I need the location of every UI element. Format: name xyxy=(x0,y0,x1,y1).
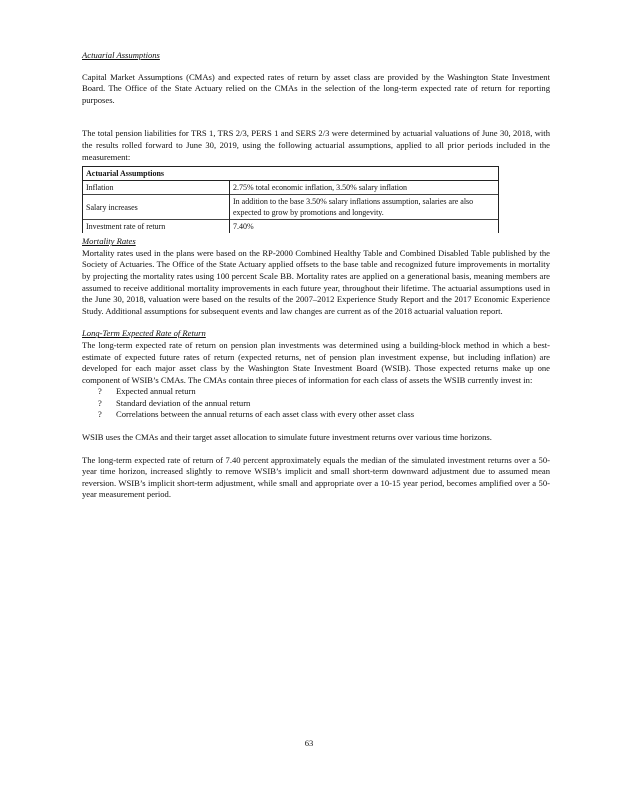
table-header: Actuarial Assumptions xyxy=(83,167,499,181)
actuarial-assumptions-heading: Actuarial Assumptions xyxy=(82,50,160,60)
mortality-paragraph: Mortality rates used in the plans were based on the RP-2000 Combined Healthy Table and Combined Disabled Table published by the Society of Actuaries. The Office of the State Actuary applied offsets to the base table and recognized future improvements in mortality by projecting the mortality rates using 100 percent Scale BB. Mortality rates are applied on a generational basis, meaning members are assumed to receive additional mortality improvements in each future year, throughout their lifetime. The actuarial assumptions used in the June 30, 2018, valuation were based on the results of the 2007–2012 Experience Study Report and the 2017 Economic Experience Study. Additional assumptions for subsequent events and law changes are current as of the 2018 actuarial valuation report. xyxy=(82,247,550,316)
building-block-paragraph: The long-term expected rate of return on pension plan investments was determined using a building-block method in which a best-estimate of expected future rates of return (expected returns, net of pension plan investment expense, but including inflation) are developed for each major asset class by the Washington State Investment Board (WSIB). Those expected returns make up one component of WSIB’s CMAs. The CMAs contain three pieces of information for each class of assets the WSIB currently invest in: xyxy=(82,339,550,385)
mortality-rates-heading: Mortality Rates xyxy=(82,236,136,247)
page-number: 63 xyxy=(304,738,314,748)
bullet-text: Standard deviation of the annual return xyxy=(116,397,251,408)
row-value-inflation: 2.75% total economic inflation, 3.50% salary inflation xyxy=(230,181,499,195)
row-label-investment: Investment rate of return xyxy=(83,220,230,234)
bullet-marker: ? xyxy=(98,397,102,408)
row-label-inflation: Inflation xyxy=(83,181,230,195)
long-term-return-heading: Long-Term Expected Rate of Return xyxy=(82,328,206,339)
list-item xyxy=(98,409,550,421)
row-value-salary: In addition to the base 3.50% salary inflations assumption, salaries are also expected to grow by promotions and longevity. xyxy=(230,195,499,220)
actuarial-assumptions-table xyxy=(82,166,499,233)
bullet-marker: ? xyxy=(98,386,102,397)
bullet-marker: ? xyxy=(98,409,102,420)
row-label-salary: Salary increases xyxy=(83,195,230,220)
pension-liabilities-paragraph: The total pension liabilities for TRS 1, TRS 2/3, PERS 1 and SERS 2/3 were determined by actuarial valuations of June 30, 2018, with the results rolled forward to June 30, 2019, using the following actuarial assumptions, applied to all prior periods included in the measurement: xyxy=(82,128,550,162)
list-item xyxy=(98,386,550,398)
row-value-investment: 7.40% xyxy=(230,220,499,234)
table-row xyxy=(83,195,499,220)
document-page xyxy=(82,50,550,501)
median-return-paragraph: The long-term expected rate of return of 7.40 percent approximately equals the median of the simulated investment returns over a 50-year time horizon, increased slightly to remove WSIB’s implicit and small short-term downward adjustment due to assumed mean reversion. WSIB’s implicit short-term adjustment, while small and appropriate over a 10-15 year period, becomes amplified over a 50-year measurement period. xyxy=(82,454,550,500)
table-row xyxy=(83,220,499,234)
bullet-text: Correlations between the annual returns of each asset class with every other asset class xyxy=(116,409,415,420)
list-item xyxy=(98,398,550,410)
cma-bullet-list xyxy=(82,386,550,421)
bullet-text: Expected annual return xyxy=(116,386,196,397)
cma-paragraph: Capital Market Assumptions (CMAs) and expected rates of return by asset class are provided by the Washington State Investment Board. The Office of the State Actuary relied on the CMAs in the selection of the long-term expected rate of return for reporting purposes. xyxy=(82,71,550,105)
table-row xyxy=(83,181,499,195)
simulation-paragraph: WSIB uses the CMAs and their target asset allocation to simulate future investment returns over various time horizons. xyxy=(82,432,492,443)
